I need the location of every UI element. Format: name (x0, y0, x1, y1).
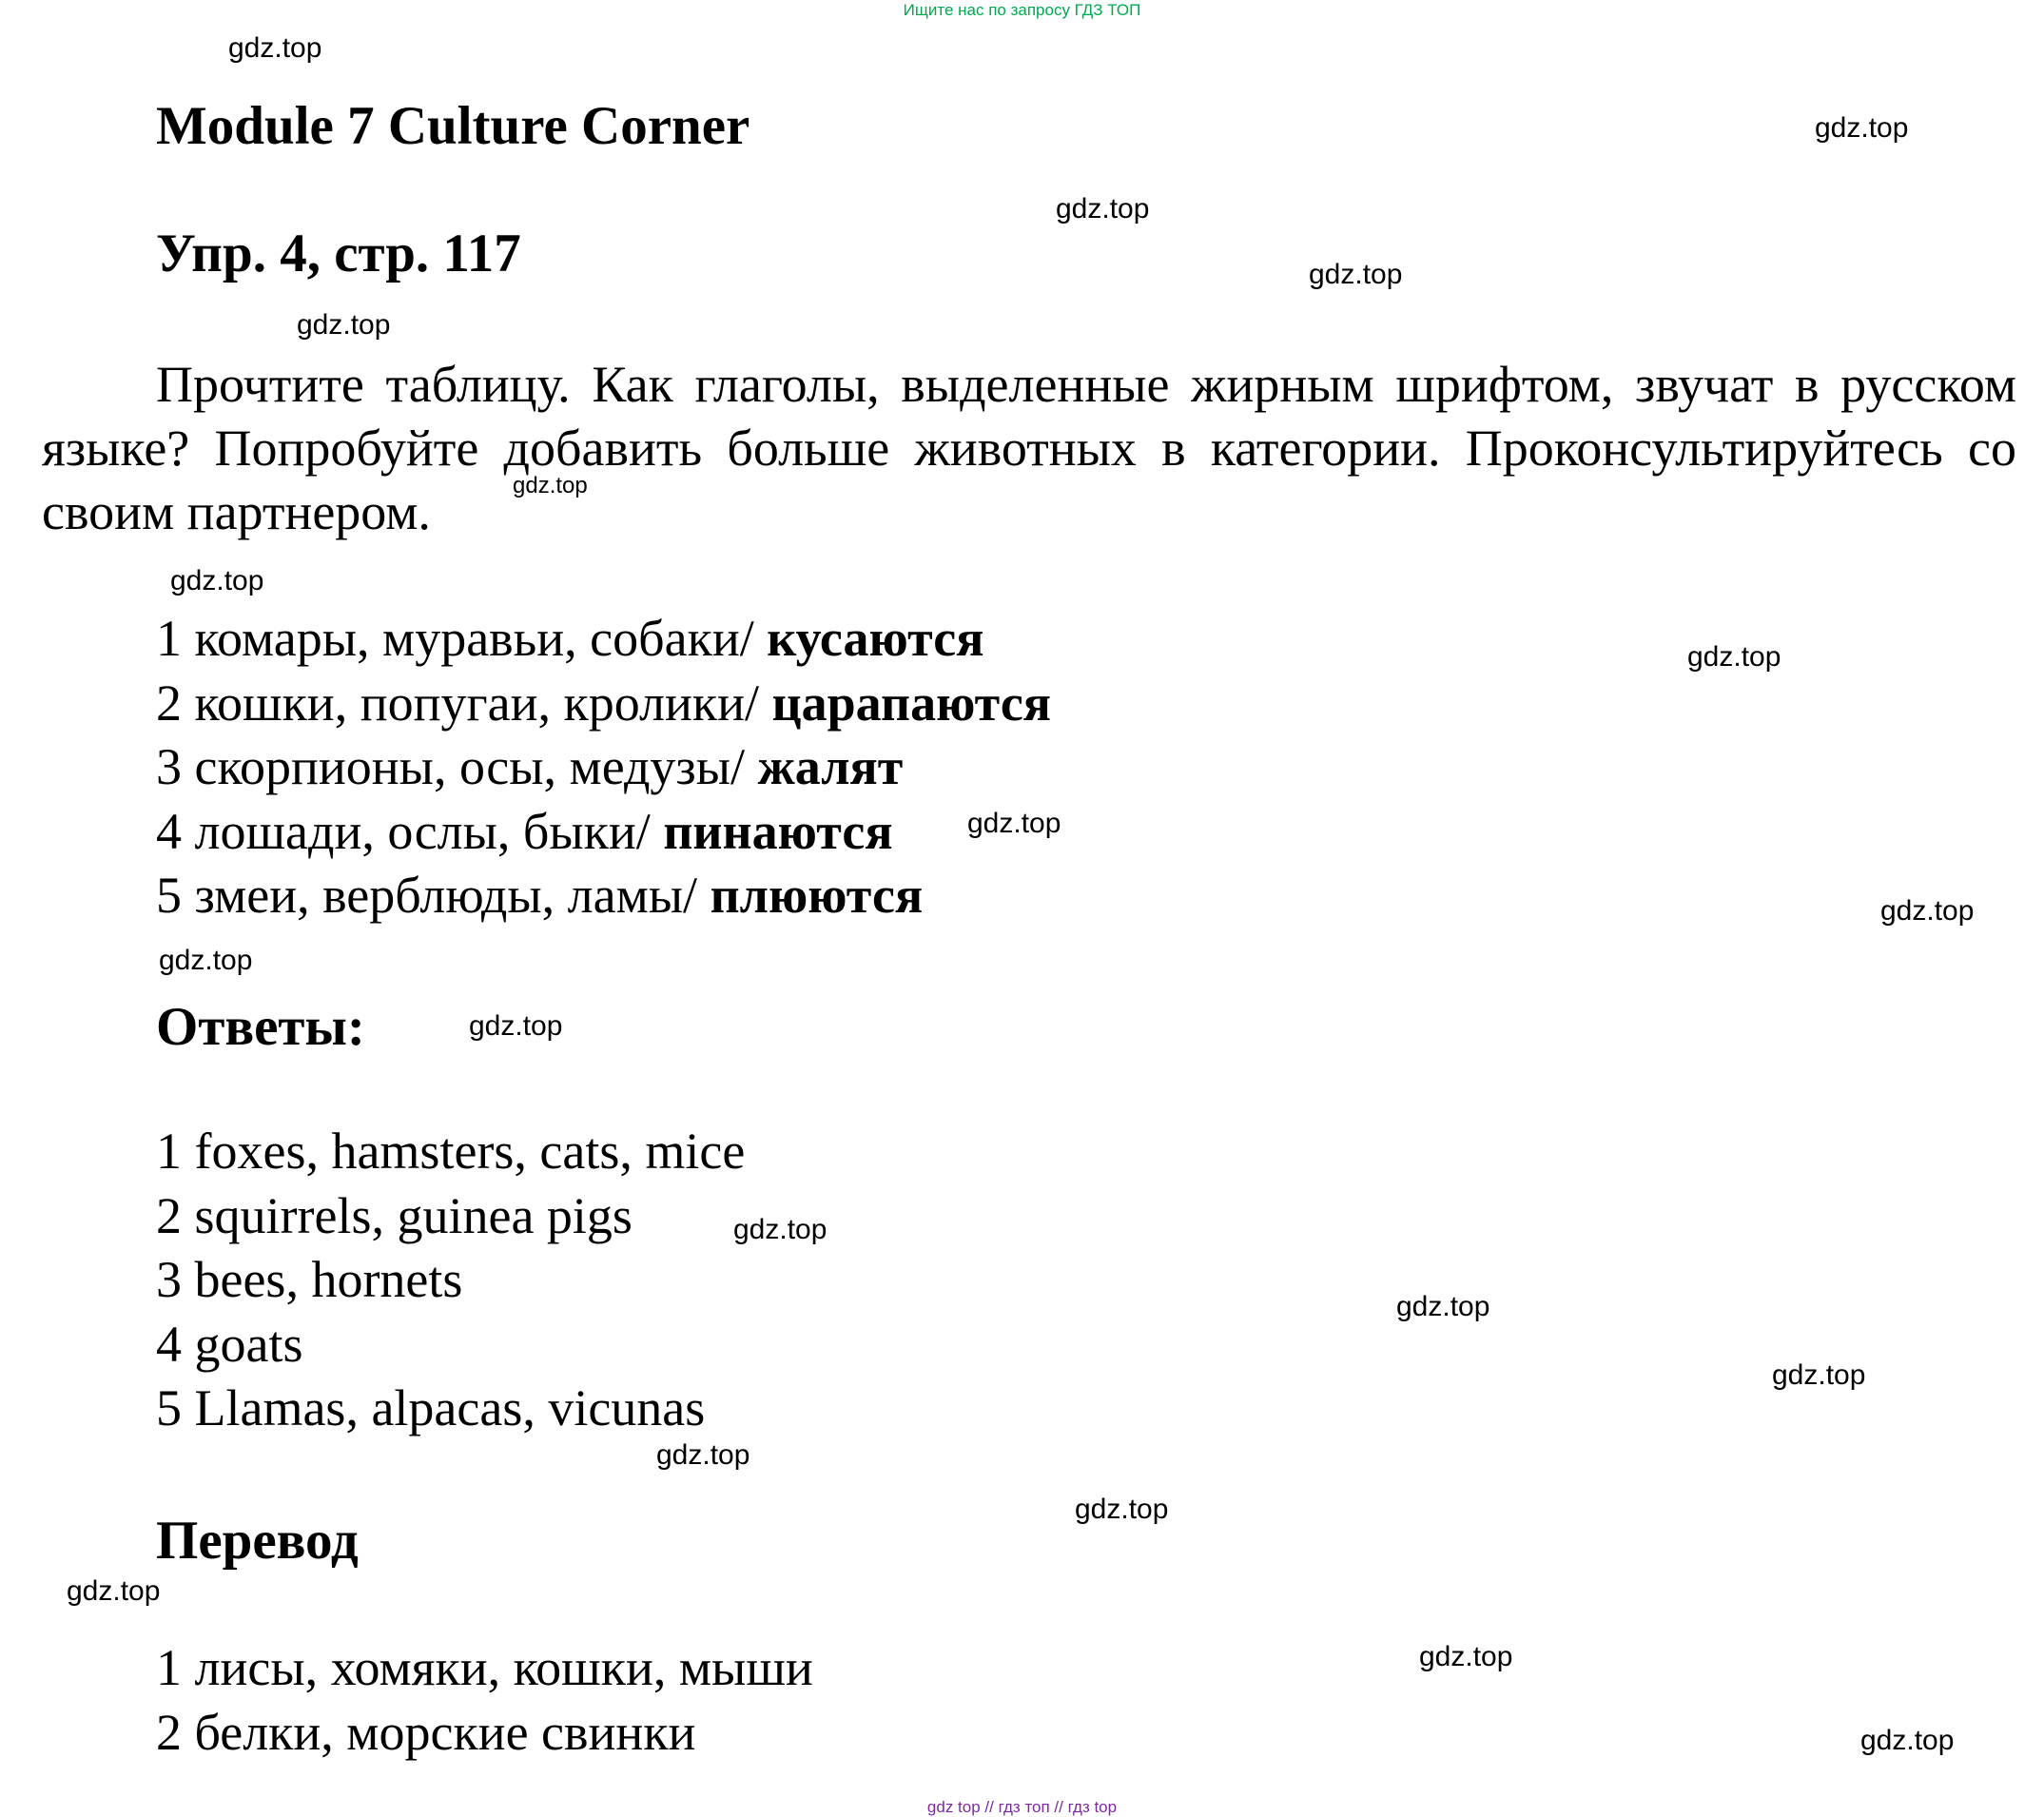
translation-item: 2 белки, морские свинки (156, 1703, 696, 1761)
translation-item: 1 лисы, хомяки, кошки, мыши (156, 1639, 813, 1696)
answer-item: 5 Llamas, alpacas, vicunas (156, 1379, 706, 1436)
answer-item: 2 squirrels, guinea pigs (156, 1186, 633, 1244)
watermark: gdz.top (1075, 1494, 1169, 1525)
watermark: gdz.top (967, 808, 1061, 839)
exercise-item-text: 1 комары, муравьи, собаки/ (156, 610, 768, 667)
exercise-item (156, 800, 2011, 865)
answers-heading: Ответы: (156, 997, 365, 1057)
watermark: gdz.top (1687, 641, 1781, 673)
watermark: gdz.top (1772, 1359, 1866, 1391)
watermark: gdz.top (170, 565, 264, 596)
answer-item: 3 bees, hornets (156, 1251, 463, 1308)
watermark: gdz.top (1056, 193, 1150, 225)
watermark: gdz.top (1396, 1291, 1490, 1322)
watermark: gdz.top (159, 945, 253, 976)
exercise-item-text: 2 кошки, попугаи, кролики/ (156, 674, 772, 732)
watermark: gdz.top (656, 1439, 750, 1471)
translation-heading: Перевод (156, 1511, 359, 1571)
answers-list (156, 1120, 2011, 1441)
watermark: gdz.top (67, 1575, 161, 1607)
watermark: gdz.top (1860, 1725, 1955, 1756)
watermark: gdz.top (1309, 259, 1403, 290)
watermark: gdz.top (1815, 112, 1909, 144)
watermark: gdz.top (1419, 1641, 1513, 1672)
exercise-item-text: 4 лошади, ослы, быки/ (156, 802, 664, 860)
watermark: gdz.top (297, 309, 391, 341)
answer-item: 1 foxes, hamsters, cats, mice (156, 1123, 746, 1180)
exercise-item-verb: плюются (710, 867, 924, 924)
exercise-item-text: 3 скорпионы, осы, медузы/ (156, 738, 758, 795)
watermark: gdz.top (733, 1214, 827, 1245)
watermark: gdz.top (469, 1010, 563, 1042)
watermark: gdz.top (513, 473, 588, 498)
exercise-instruction: Прочтите таблицу. Как глаголы, выделенные жирным шрифтом, звучат в русском языке? Попробуйте добавить больше животных в категории. Проконсультируйтесь со своим партнером. (42, 356, 2016, 540)
watermark: gdz.top (1880, 895, 1975, 927)
exercise-item (156, 672, 2011, 736)
answer-item: 4 goats (156, 1315, 303, 1373)
exercise-item-verb: пинаются (663, 802, 893, 860)
footer-links[interactable]: gdz top // гдз топ // гдз top (926, 1798, 1118, 1816)
translation-list (156, 1636, 2011, 1765)
exercise-item (156, 864, 2011, 928)
exercise-item (156, 735, 2011, 800)
exercise-item-verb: жалят (757, 738, 904, 795)
exercise-item-verb: царапаются (771, 674, 1051, 732)
page-title: Module 7 Culture Corner (156, 96, 750, 156)
exercise-heading: Упр. 4, стр. 117 (156, 224, 521, 283)
exercise-item-text: 5 змеи, верблюды, ламы/ (156, 867, 711, 924)
watermark: gdz.top (228, 32, 322, 64)
exercise-item-verb: кусаются (767, 610, 984, 667)
top-banner[interactable]: Ищите нас по запросу ГДЗ ТОП (903, 1, 1141, 19)
